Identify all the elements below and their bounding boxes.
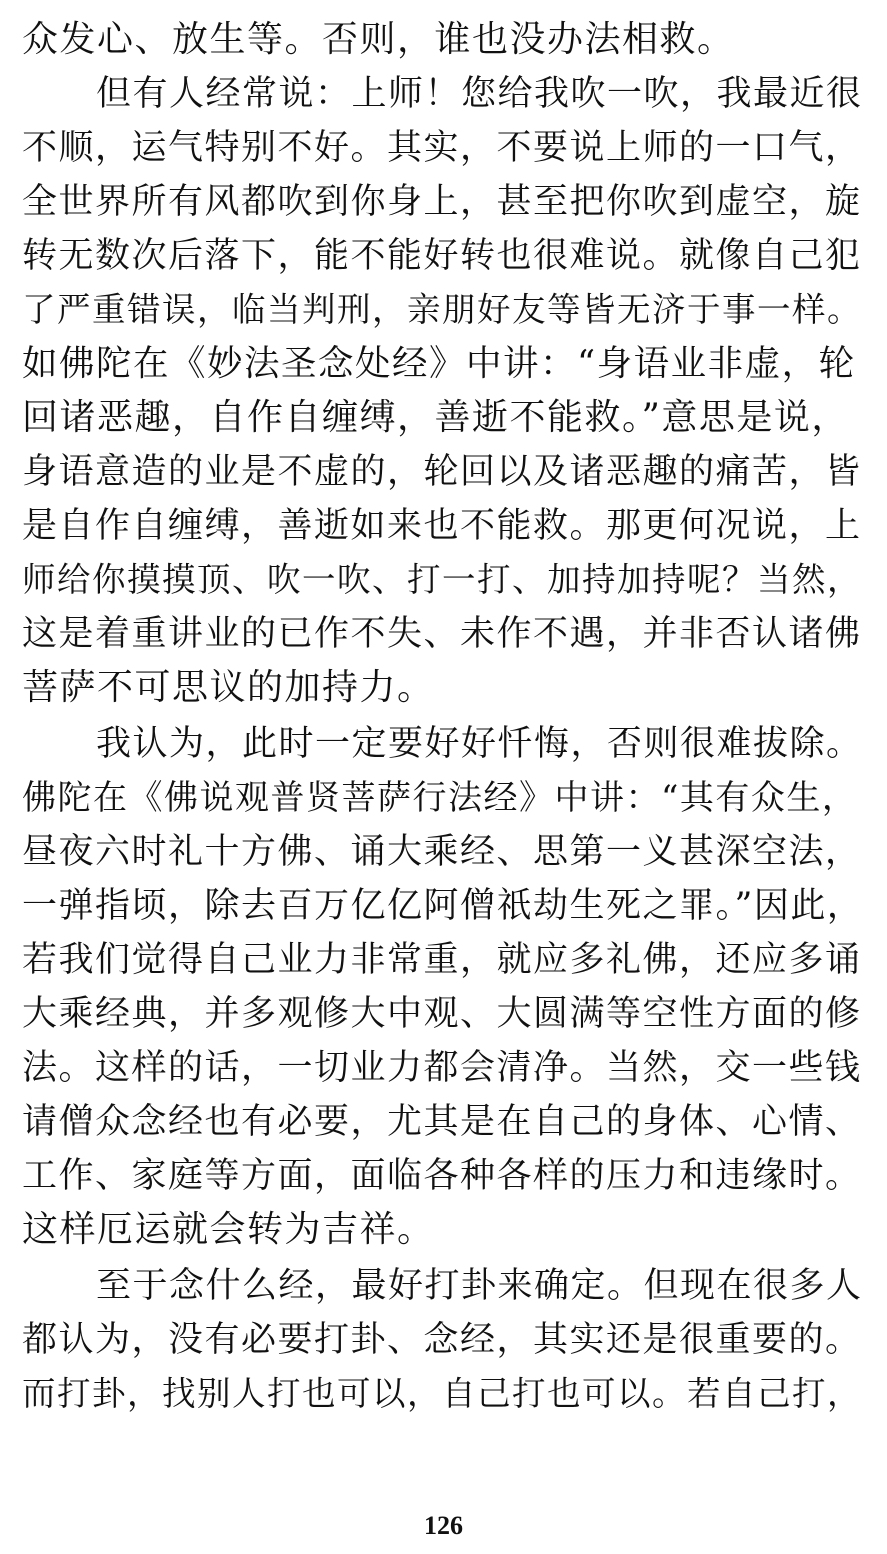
text-line: 佛陀在《佛说观普贤菩萨行法经》中讲：“其有众生， xyxy=(22,778,858,818)
text-line: 这样厄运就会转为吉祥。 xyxy=(22,1209,435,1250)
text-line: 菩萨不可思议的加持力。 xyxy=(22,667,435,708)
text-line: 都认为，没有必要打卦、念经，其实还是很重要的。 xyxy=(22,1320,862,1360)
text-line: 全世界所有风都吹到你身上，甚至把你吹到虚空，旋 xyxy=(22,182,862,222)
text-line: 如佛陀在《妙法圣念处经》中讲：“身语业非虚，轮 xyxy=(22,343,856,384)
text-line: 是自作自缠缚，善逝如来也不能救。那更何况说，上 xyxy=(22,506,862,546)
text-line: 众发心、放生等。否则，谁也没办法相救。 xyxy=(22,19,735,60)
text-line: 昼夜六时礼十方佛、诵大乘经、思第一义甚深空法， xyxy=(22,832,862,872)
text-line: 若我们觉得自己业力非常重，就应多礼佛，还应多诵 xyxy=(22,940,862,980)
text-line: 师给你摸摸顶、吹一吹、打一打、加持加持呢？当然， xyxy=(22,560,862,599)
text-line: 不顺，运气特别不好。其实，不要说上师的一口气， xyxy=(22,128,862,168)
text-line: 大乘经典，并多观修大中观、大圆满等空性方面的修 xyxy=(22,994,862,1034)
text-line: 这是着重讲业的已作不失、未作不遇，并非否认诸佛 xyxy=(22,614,862,654)
text-line: 了严重错误，临当判刑，亲朋好友等皆无济于事一样。 xyxy=(22,290,862,329)
paragraph-first-line: 但有人经常说：上师！您给我吹一吹，我最近很 xyxy=(96,74,863,114)
paragraph-first-line: 至于念什么经，最好打卦来确定。但现在很多人 xyxy=(96,1266,863,1306)
text-line: 法。这样的话，一切业力都会清净。当然，交一些钱 xyxy=(22,1048,862,1088)
text-line: 一弹指顷，除去百万亿亿阿僧祇劫生死之罪。”因此， xyxy=(22,886,864,926)
paragraph-first-line: 我认为，此时一定要好好忏悔，否则很难拔除。 xyxy=(96,724,863,764)
text-line: 而打卦，找别人打也可以，自己打也可以。若自己打， xyxy=(22,1374,862,1413)
text-line: 请僧众念经也有必要，尤其是在自己的身体、心情、 xyxy=(22,1102,862,1142)
text-line: 回诸恶趣，自作自缠缚，善逝不能救。”意思是说， xyxy=(22,397,849,438)
page-number: 126 xyxy=(424,1511,463,1540)
text-line: 工作、家庭等方面，面临各种各样的压力和违缘时。 xyxy=(22,1156,862,1196)
text-line: 身语意造的业是不虚的，轮回以及诸恶趣的痛苦，皆 xyxy=(22,452,862,492)
text-line: 转无数次后落下，能不能好转也很难说。就像自己犯 xyxy=(22,236,862,276)
